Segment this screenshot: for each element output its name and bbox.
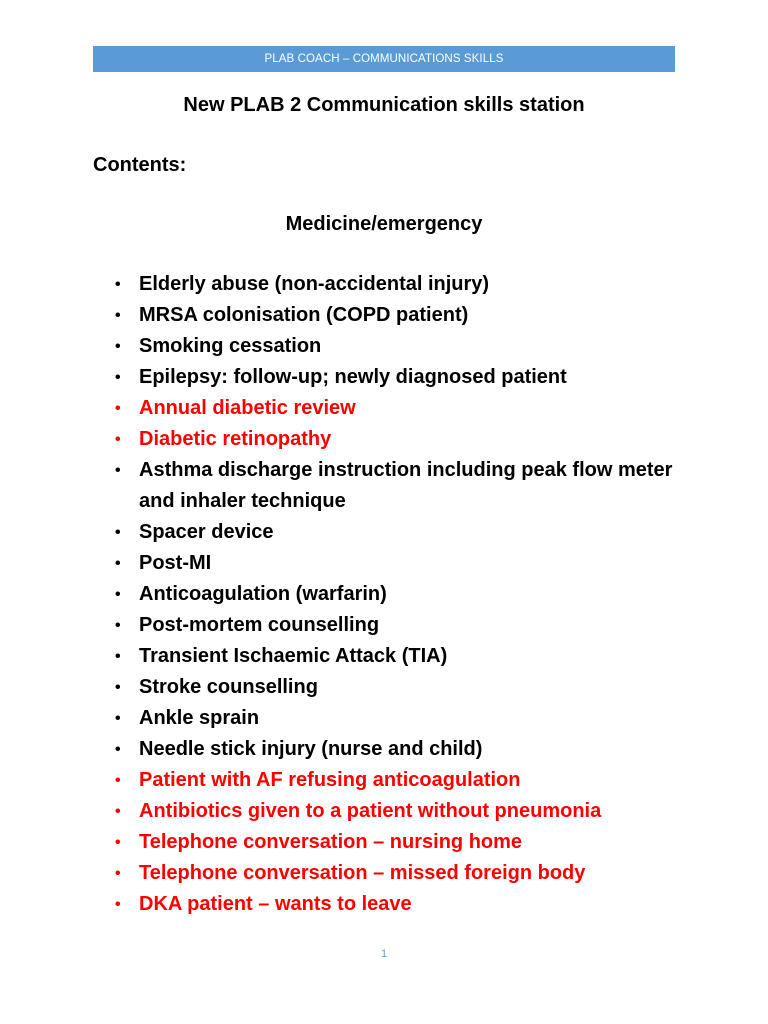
- topic-item: [113, 517, 683, 548]
- topic-item: [113, 548, 683, 579]
- bullet-icon: •: [115, 524, 121, 541]
- topic-item: [113, 641, 683, 672]
- bullet-icon: •: [115, 276, 121, 293]
- topic-label: Telephone conversation – missed foreign body: [139, 862, 586, 884]
- bullet-icon: •: [115, 586, 121, 603]
- bullet-icon: •: [115, 679, 121, 696]
- topic-item: [113, 858, 683, 889]
- bullet-icon: •: [115, 555, 121, 572]
- bullet-icon: •: [115, 431, 121, 448]
- topic-item: [113, 579, 683, 610]
- topic-label: Asthma discharge instruction including peak flow meter and inhaler technique: [139, 459, 673, 512]
- bullet-icon: •: [115, 803, 121, 820]
- document-title: New PLAB 2 Communication skills station: [183, 94, 585, 116]
- header-bar: [93, 46, 675, 72]
- topic-label: Antibiotics given to a patient without pneumonia: [139, 800, 602, 822]
- topic-item: [113, 300, 683, 331]
- topic-list: [113, 269, 683, 920]
- bullet-icon: •: [115, 834, 121, 851]
- bullet-icon: •: [115, 865, 121, 882]
- topic-label: Anticoagulation (warfarin): [139, 583, 387, 605]
- bullet-icon: •: [115, 307, 121, 324]
- contents-label: Contents:: [93, 154, 187, 176]
- topic-label: MRSA colonisation (COPD patient): [139, 304, 469, 326]
- topic-item: [113, 765, 683, 796]
- bullet-icon: •: [115, 710, 121, 727]
- topic-item: [113, 827, 683, 858]
- topic-label: Smoking cessation: [139, 335, 322, 357]
- topic-item: [113, 610, 683, 641]
- topic-label: Stroke counselling: [139, 676, 318, 698]
- page-number: 1: [380, 948, 388, 960]
- topic-label: Diabetic retinopathy: [139, 428, 332, 450]
- topic-item: [113, 393, 683, 424]
- bullet-icon: •: [115, 462, 121, 479]
- topic-item: [113, 703, 683, 734]
- topic-label: Transient Ischaemic Attack (TIA): [139, 645, 448, 667]
- bullet-icon: •: [115, 338, 121, 355]
- topic-item: [113, 331, 683, 362]
- topic-item: [113, 424, 683, 455]
- section-heading: Medicine/emergency: [285, 213, 483, 235]
- bullet-icon: •: [115, 400, 121, 417]
- topic-item: [113, 734, 683, 765]
- topic-label: Ankle sprain: [139, 707, 260, 729]
- topic-label: Post-mortem counselling: [139, 614, 380, 636]
- topic-label: Needle stick injury (nurse and child): [139, 738, 483, 760]
- bullet-icon: •: [115, 741, 121, 758]
- topic-item: [113, 362, 683, 393]
- header-text: PLAB COACH – COMMUNICATIONS SKILLS: [264, 53, 504, 65]
- topic-label: Elderly abuse (non-accidental injury): [139, 273, 490, 295]
- topic-label: Annual diabetic review: [139, 397, 356, 419]
- topic-item: [113, 455, 683, 517]
- topic-item: [113, 672, 683, 703]
- topic-label: Spacer device: [139, 521, 274, 543]
- bullet-icon: •: [115, 369, 121, 386]
- bullet-icon: •: [115, 896, 121, 913]
- topic-item: [113, 889, 683, 920]
- topic-item: [113, 269, 683, 300]
- topic-label: Telephone conversation – nursing home: [139, 831, 523, 853]
- topic-label: Patient with AF refusing anticoagulation: [139, 769, 521, 791]
- bullet-icon: •: [115, 617, 121, 634]
- bullet-icon: •: [115, 648, 121, 665]
- topic-label: DKA patient – wants to leave: [139, 893, 412, 915]
- topic-label: Post-MI: [139, 552, 212, 574]
- topic-label: Epilepsy: follow-up; newly diagnosed patient: [139, 366, 567, 388]
- bullet-icon: •: [115, 772, 121, 789]
- topic-item: [113, 796, 683, 827]
